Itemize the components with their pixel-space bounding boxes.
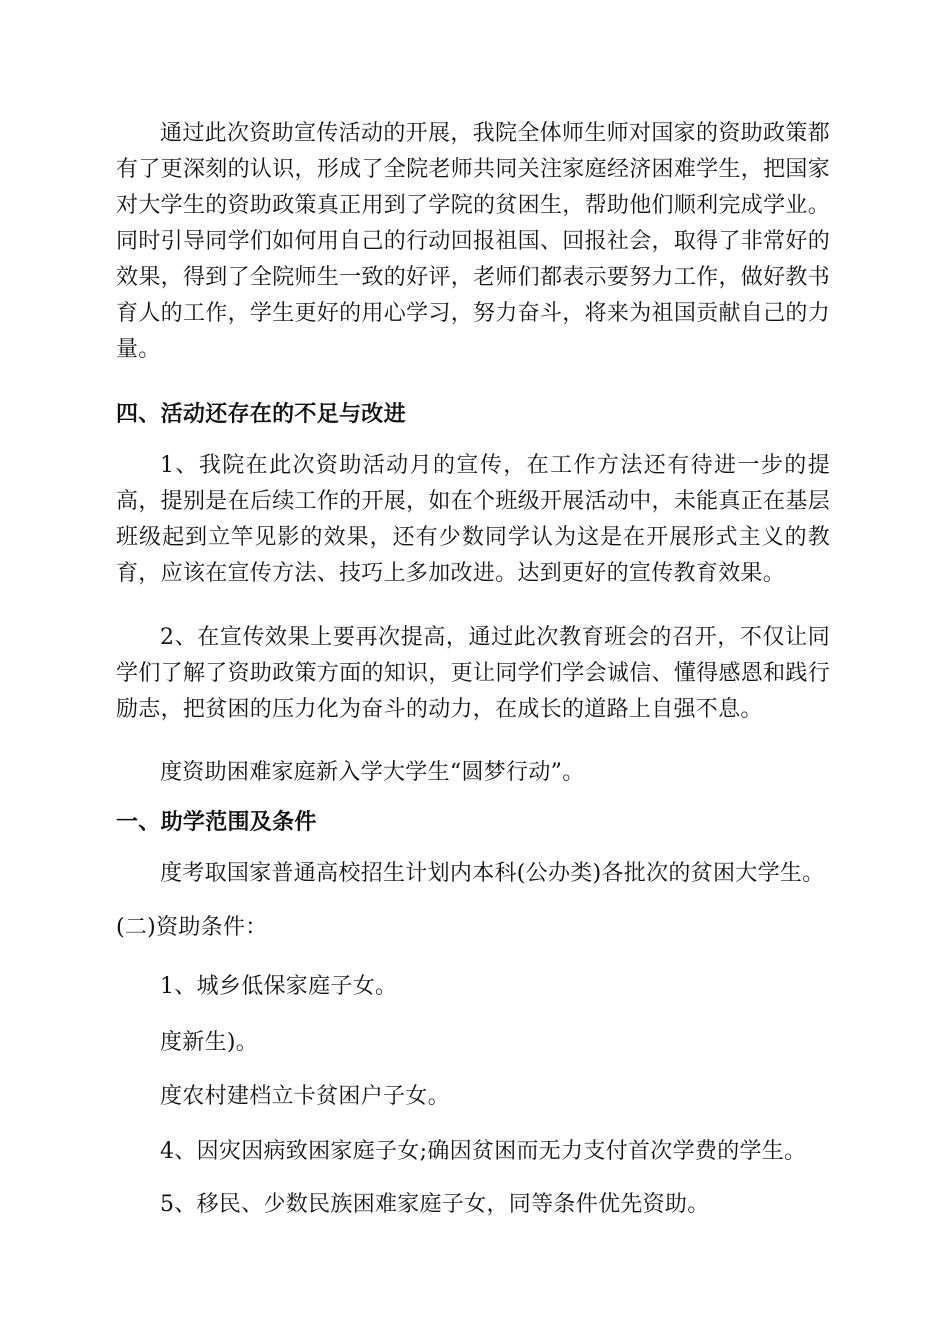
paragraph-shortcoming-2: 2、在宣传效果上要再次提高，通过此次教育班会的召开，不仅让同学们了解了资助政策方面的知识，更让同学们学会诚信、懂得感恩和践行励志，把贫困的压力化为奋斗的动力，在成长的道路上自强不息。	[116, 625, 830, 722]
paragraph-shortcoming-1: 1、我院在此次资助活动月的宣传，在工作方法还有待进一步的提高，提别是在后续工作的开展，如在个班级开展活动中，未能真正在基层班级起到立竿见影的效果，还有少数同学认为这是在开展形式主义的教育，应该在宣传方法、技巧上多加改进。达到更好的宣传教育效果。	[116, 453, 830, 586]
paragraph-dream-action: 度资助困难家庭新入学大学生“圆梦行动”。	[160, 760, 585, 785]
list-item-condition-2: 度新生)。	[160, 1030, 259, 1055]
list-item-condition-1: 1、城乡低保家庭子女。	[160, 974, 398, 999]
list-item-condition-3: 度农村建档立卡贫困户子女。	[160, 1084, 450, 1109]
paragraph-activity-results: 通过此次资助宣传活动的开展，我院全体师生师对国家的资助政策都有了更深刻的认识，形成了全院老师共同关注家庭经济困难学生，把国家对大学生的资助政策真正用到了学院的贫困生，帮助他们顺利完成学业。同时引导同学们如何用自己的行动回报祖国、回报社会，取得了非常好的效果，得到了全院师生一致的好评，老师们都表示要努力工作，做好教书育人的工作，学生更好的用心学习，努力奋斗，将来为祖国贡献自己的力量。	[116, 121, 830, 362]
paragraph-aid-conditions-title: (二)资助条件：	[116, 915, 268, 940]
list-item-condition-4: 4、因灾因病致困家庭子女;确因贫困而无力支付首次学费的学生。	[160, 1139, 807, 1164]
paragraph-aid-scope: 度考取国家普通高校招生计划内本科(公办类)各批次的贫困大学生。	[160, 861, 825, 886]
heading-aid-scope: 一、助学范围及条件	[116, 810, 317, 835]
list-item-condition-5: 5、移民、少数民族困难家庭子女，同等条件优先资助。	[160, 1192, 710, 1217]
heading-shortcomings: 四、活动还存在的不足与改进	[116, 402, 406, 427]
